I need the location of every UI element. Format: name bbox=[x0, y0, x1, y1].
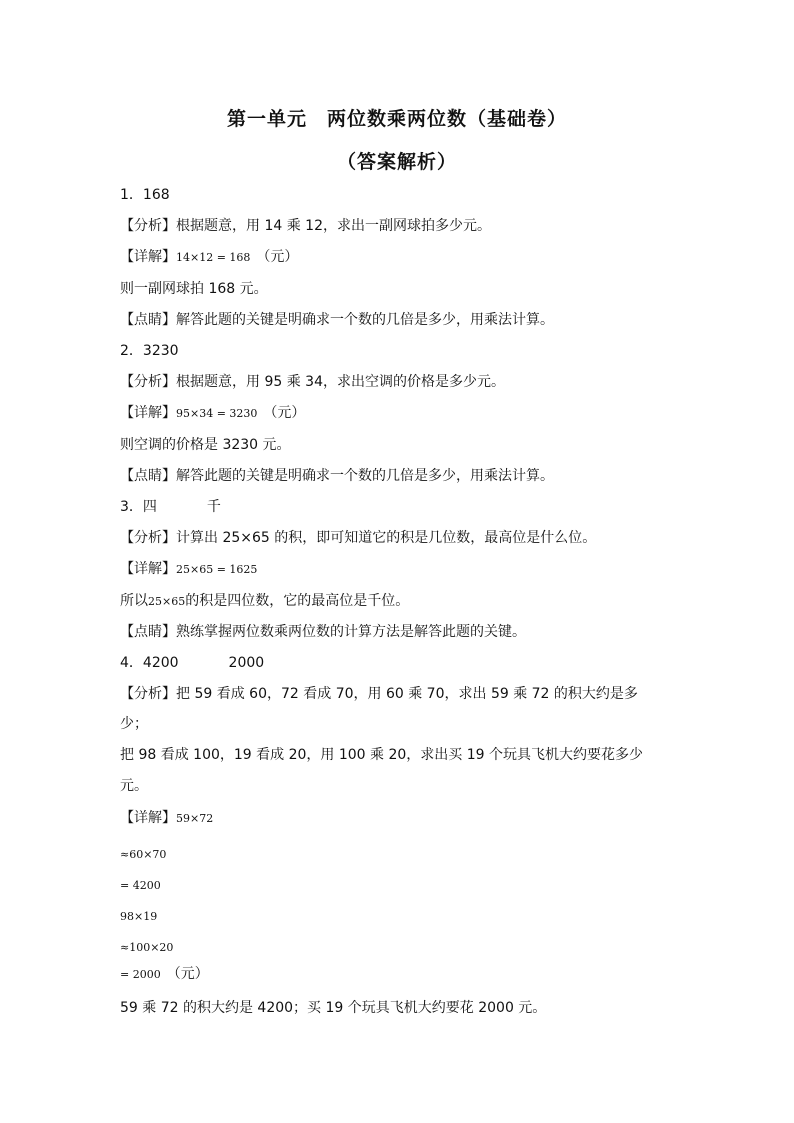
q3-comment: 【点睛】熟练掌握两位数乘两位数的计算方法是解答此题的关键。 bbox=[120, 624, 526, 640]
q3-analysis: 【分析】计算出 25×65 的积，即可知道它的积是几位数，最高位是什么位。 bbox=[120, 530, 597, 546]
document-subtitle: （答案解析） bbox=[336, 151, 457, 173]
q2-detail-math: 95×34 = 3230 bbox=[176, 407, 258, 420]
q1-analysis: 【分析】根据题意，用 14 乘 12，求出一副网球拍多少元。 bbox=[120, 218, 491, 234]
q4-analysis-line4: 元。 bbox=[120, 778, 148, 794]
q1-comment: 【点睛】解答此题的关键是明确求一个数的几倍是多少，用乘法计算。 bbox=[120, 312, 554, 328]
q2-answer: 2．3230 bbox=[120, 343, 179, 359]
document-title: 第一单元 两位数乘两位数（基础卷） bbox=[226, 108, 567, 130]
q2-comment: 【点睛】解答此题的关键是明确求一个数的几倍是多少，用乘法计算。 bbox=[120, 468, 554, 484]
q4-step5: ≈100×20 bbox=[120, 941, 174, 954]
q3-detail-label: 【详解】 bbox=[120, 561, 176, 577]
q3-conclusion-pre: 所以 bbox=[120, 593, 148, 609]
q4-detail-label: 【详解】 bbox=[120, 810, 176, 826]
q4-conclusion: 59 乘 72 的积大约是 4200；买 19 个玩具飞机大约要花 2000 元。 bbox=[120, 1000, 547, 1016]
q4-answer bbox=[120, 653, 264, 673]
q4-answer-2: 2000 bbox=[228, 655, 265, 671]
q1-conclusion: 则一副网球拍 168 元。 bbox=[120, 281, 268, 297]
q4-step6: = 2000 bbox=[120, 968, 161, 981]
q2-conclusion: 则空调的价格是 3230 元。 bbox=[120, 437, 291, 453]
q4-answer-1: 4．4200 bbox=[120, 655, 179, 671]
q2-detail-label: 【详解】 bbox=[120, 405, 176, 421]
q2-analysis: 【分析】根据题意，用 95 乘 34，求出空调的价格是多少元。 bbox=[120, 374, 505, 390]
q3-answer-2: 千 bbox=[206, 499, 221, 515]
q4-step3: = 4200 bbox=[120, 879, 161, 892]
q4-step4: 98×19 bbox=[120, 910, 158, 923]
q4-step6-unit: （元） bbox=[166, 966, 209, 982]
q1-detail-label: 【详解】 bbox=[120, 249, 176, 265]
q3-conclusion-post: 的积是四位数，它的最高位是千位。 bbox=[185, 593, 410, 609]
q3-detail-math: 25×65 = 1625 bbox=[176, 563, 258, 576]
q4-step1: 59×72 bbox=[176, 812, 214, 825]
q4-step2: ≈60×70 bbox=[120, 848, 167, 861]
q3-conclusion bbox=[120, 591, 409, 612]
q2-detail bbox=[120, 403, 305, 424]
q1-answer: 1．168 bbox=[120, 187, 170, 203]
q3-answer-1: 3．四 bbox=[120, 499, 157, 515]
q1-detail bbox=[120, 247, 298, 268]
q3-answer bbox=[120, 497, 221, 517]
q4-analysis-line3: 把 98 看成 100，19 看成 20，用 100 乘 20，求出买 19 个玩具飞机大约要花多少 bbox=[120, 747, 644, 763]
q3-detail bbox=[120, 559, 257, 580]
q4-analysis-line1: 【分析】把 59 看成 60，72 看成 70，用 60 乘 70，求出 59 乘 72 的积大约是多 bbox=[120, 686, 638, 702]
q4-analysis-line2: 少； bbox=[120, 716, 148, 732]
q1-detail-unit: （元） bbox=[256, 249, 299, 265]
q3-conclusion-math: 25×65 bbox=[148, 595, 186, 608]
q4-step6-row bbox=[120, 964, 209, 985]
q2-detail-unit: （元） bbox=[263, 405, 306, 421]
q4-detail bbox=[120, 808, 213, 829]
q1-detail-math: 14×12 = 168 bbox=[176, 251, 251, 264]
